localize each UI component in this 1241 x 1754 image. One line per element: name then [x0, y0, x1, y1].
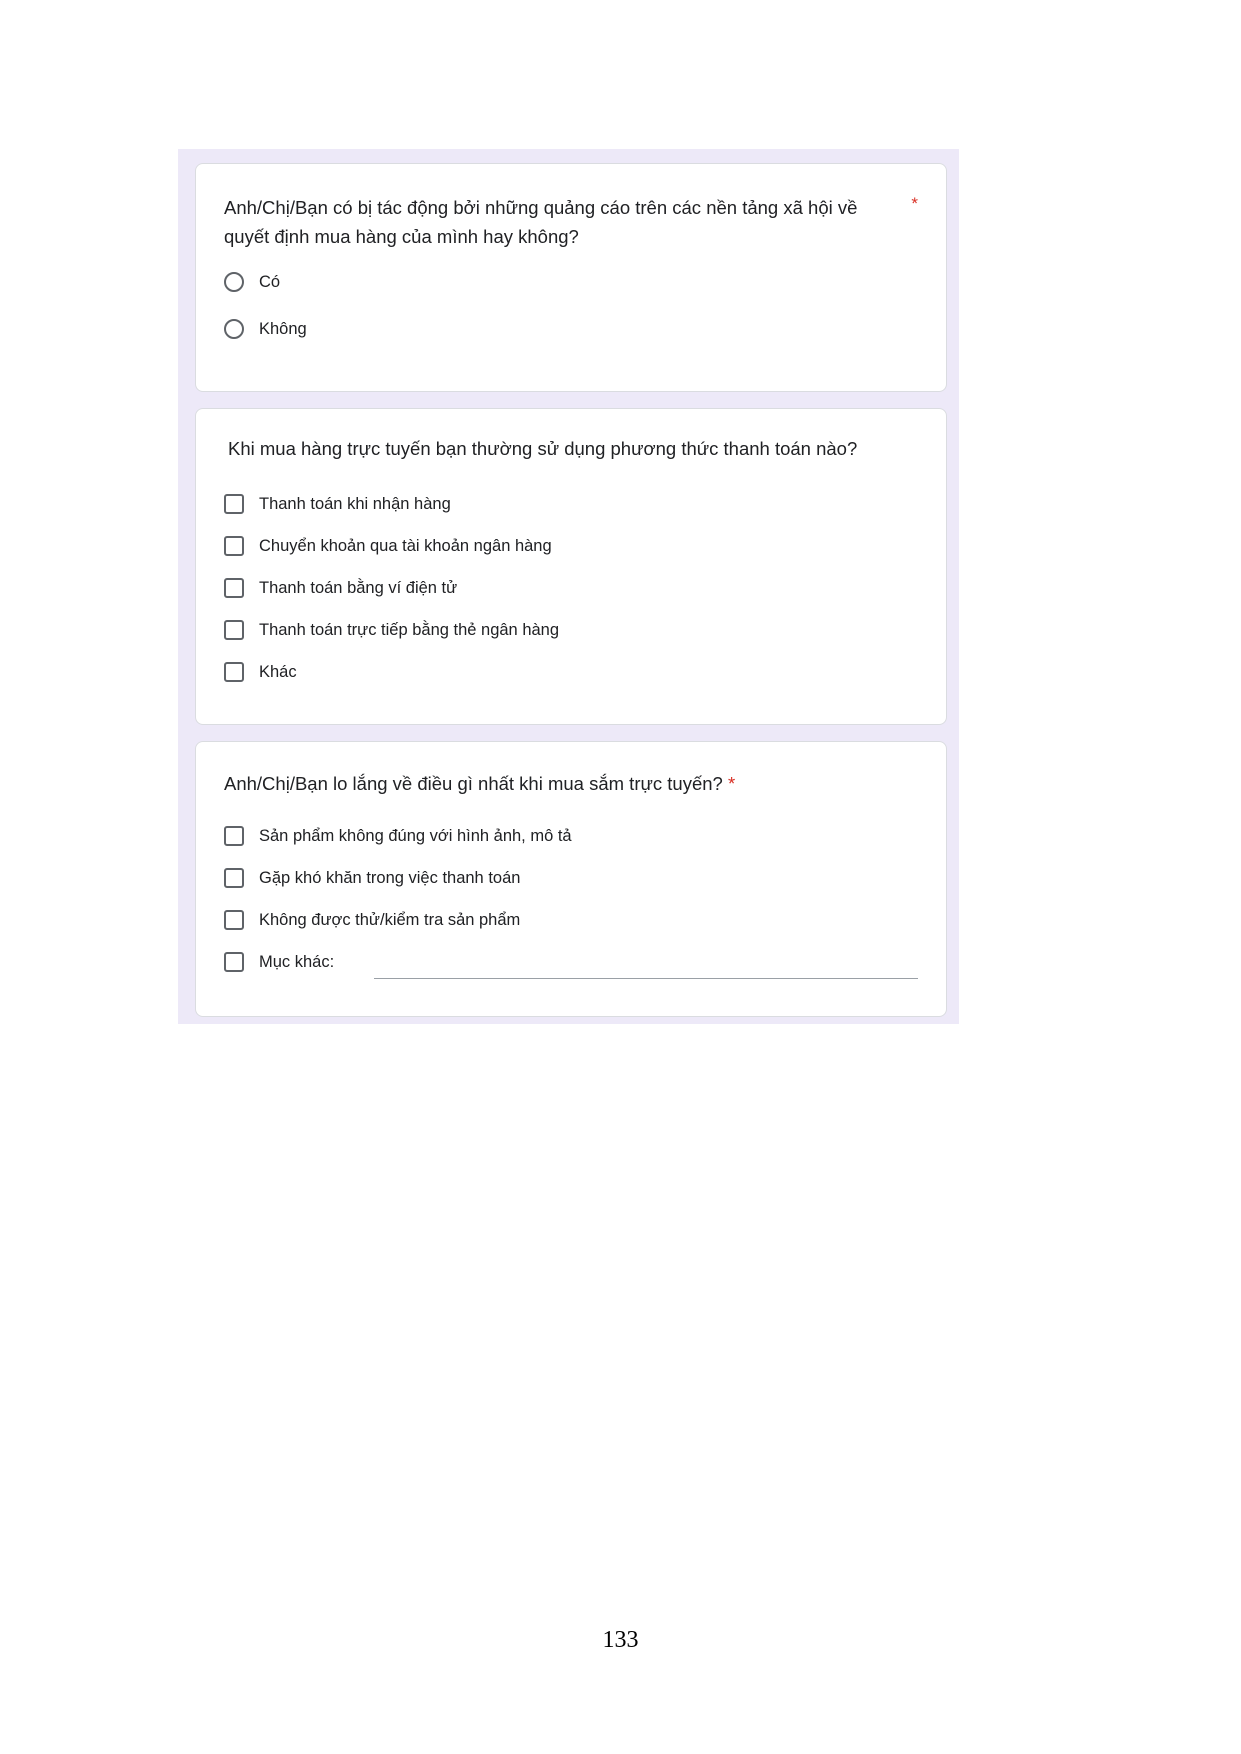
question-title	[224, 769, 914, 798]
checkbox-option-bank-card[interactable]	[224, 617, 559, 643]
checkbox[interactable]	[224, 536, 244, 556]
required-asterisk: *	[911, 194, 918, 213]
checkbox-option-payment-difficulty[interactable]	[224, 865, 520, 891]
option-label: Thanh toán bằng ví điện tử	[259, 578, 458, 597]
question-title-text: Anh/Chị/Bạn lo lắng về điều gì nhất khi mua sắm trực tuyến?	[224, 773, 723, 794]
checkbox[interactable]	[224, 662, 244, 682]
checkbox[interactable]	[224, 620, 244, 640]
checkbox-option-cannot-inspect[interactable]	[224, 907, 520, 933]
page-number: 133	[602, 1627, 639, 1653]
option-label: Không được thử/kiểm tra sản phẩm	[259, 910, 521, 929]
other-text-input[interactable]	[374, 978, 918, 979]
checkbox[interactable]	[224, 868, 244, 888]
option-label: Không	[259, 319, 307, 338]
radio-option-co[interactable]	[224, 269, 280, 295]
checkbox-option-cod[interactable]	[224, 491, 451, 517]
question-title: Anh/Chị/Bạn có bị tác động bởi những quảng cáo trên các nền tảng xã hội về quyết định mua hàng của mình hay không?	[224, 197, 858, 247]
option-label: Gặp khó khăn trong việc thanh toán	[259, 868, 521, 887]
checkbox-option-bank-transfer[interactable]	[224, 533, 552, 559]
radio-button[interactable]	[224, 319, 244, 339]
option-label: Thanh toán khi nhận hàng	[259, 494, 451, 513]
option-label: Chuyển khoản qua tài khoản ngân hàng	[259, 536, 552, 555]
option-label: Khác	[259, 662, 297, 681]
option-label: Có	[259, 272, 281, 291]
option-label: Thanh toán trực tiếp bằng thẻ ngân hàng	[259, 620, 560, 639]
checkbox-option-other[interactable]	[224, 659, 297, 685]
checkbox[interactable]	[224, 952, 244, 972]
option-label: Sản phẩm không đúng với hình ảnh, mô tả	[259, 826, 572, 845]
checkbox-option-other[interactable]	[224, 949, 334, 975]
checkbox[interactable]	[224, 578, 244, 598]
checkbox[interactable]	[224, 910, 244, 930]
checkbox[interactable]	[224, 494, 244, 514]
option-label: Mục khác:	[259, 952, 335, 971]
radio-option-khong[interactable]	[224, 316, 307, 342]
question-title: Khi mua hàng trực tuyến bạn thường sử dụng phương thức thanh toán nào?	[228, 438, 858, 459]
checkbox[interactable]	[224, 826, 244, 846]
checkbox-option-product-mismatch[interactable]	[224, 823, 572, 849]
question-card-ad-influence	[195, 163, 947, 392]
question-card-shopping-concerns	[195, 741, 947, 1017]
question-card-payment-method	[195, 408, 947, 725]
required-asterisk: *	[727, 773, 736, 794]
checkbox-option-e-wallet[interactable]	[224, 575, 457, 601]
radio-button[interactable]	[224, 272, 244, 292]
